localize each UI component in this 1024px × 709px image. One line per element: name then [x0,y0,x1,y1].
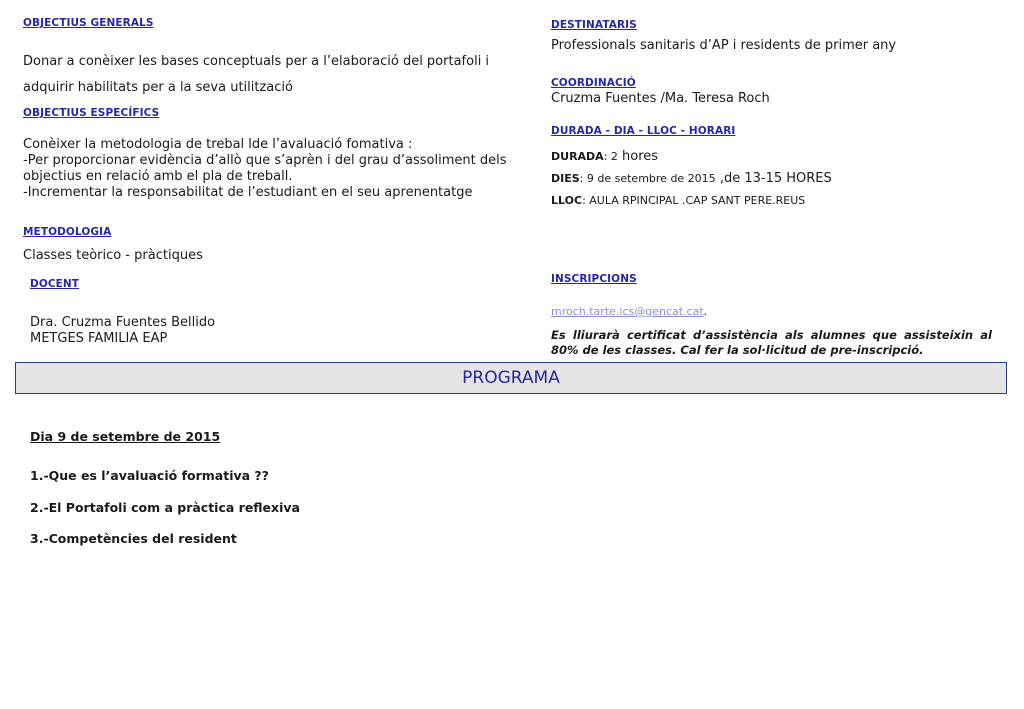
metodologia-heading: METODOLOGIA [23,226,112,238]
dies-value: : 9 de setembre de 2015 [579,172,716,185]
dies-label: DIES [551,172,580,185]
programa-item: 2.-El Portafoli com a pràctica reflexiva [30,500,300,515]
durada-label: DURADA [551,150,604,163]
docent-heading: DOCENT [30,278,80,290]
objectius-generals-line: adquirir habilitats per a la seva utilització [23,80,293,95]
inscripcions-email-link[interactable]: mroch.tarte.ics@gencat.cat [551,305,704,318]
coordinacio-heading: COORDINACIÓ [551,77,636,89]
lloc-label: LLOC [551,194,583,207]
objectius-especifics-heading: OBJECTIUS ESPECÍFICS [23,107,160,119]
programa-title: PROGRAMA [462,368,560,388]
objectius-generals-text [23,49,489,101]
programa-item: 1.-Que es l’avaluació formativa ?? [30,468,269,483]
lloc-line [551,189,805,208]
durada-separator: : 2 [603,150,618,163]
docent-role: METGES FAMILIA EAP [30,331,168,346]
inscripcions-note: Es lliurarà certificat d’assistència als alumnes que assisteixin al 80% de les classes. Cal fer la sol·licitud de pre-inscripció. [551,328,992,357]
dies-line [551,167,832,187]
destinataris-text: Professionals sanitaris d’AP i residents de primer any [551,38,897,53]
coordinacio-text: Cruzma Fuentes /Ma. Teresa Roch [551,91,770,106]
lloc-value: : AULA RPINCIPAL .CAP SANT PERE.REUS [582,194,806,207]
objectius-especifics-line: objectius en relació amb el pla de treball. [23,169,293,184]
programa-date: Dia 9 de setembre de 2015 [30,429,221,444]
inscripcions-email-line [551,300,707,319]
objectius-especifics-line: -Incrementar la responsabilitat de l’estudiant en el seu aprenentatge [23,185,473,200]
docent-name: Dra. Cruzma Fuentes Bellido [30,315,216,330]
metodologia-text: Classes teòrico - pràctiques [23,248,203,263]
objectius-generals-line: Donar a conèixer les bases conceptuals per a l’elaboració del portafoli i [23,54,490,69]
objectius-generals-heading: OBJECTIUS GENERALS [23,17,154,29]
inscripcions-heading: INSCRIPCIONS [551,273,637,285]
durada-value: hores [617,149,659,164]
dies-hours: ,de 13-15 HORES [715,171,832,186]
objectius-especifics-text [23,137,506,201]
durada-heading: DURADA - DIA - LLOC - HORARI [551,125,736,137]
programa-banner [15,362,1007,394]
docent-info [30,315,215,347]
durada-line [551,145,658,165]
email-suffix: . [703,305,708,318]
destinataris-heading: DESTINATARIS [551,19,637,31]
objectius-especifics-line: -Per proporcionar evidència d’allò que s’aprèn i del grau d’assoliment dels [23,153,507,168]
programa-item: 3.-Competències del resident [30,531,237,546]
objectius-especifics-line: Conèixer la metodologia de trebal lde l’avaluació fomativa : [23,137,413,152]
